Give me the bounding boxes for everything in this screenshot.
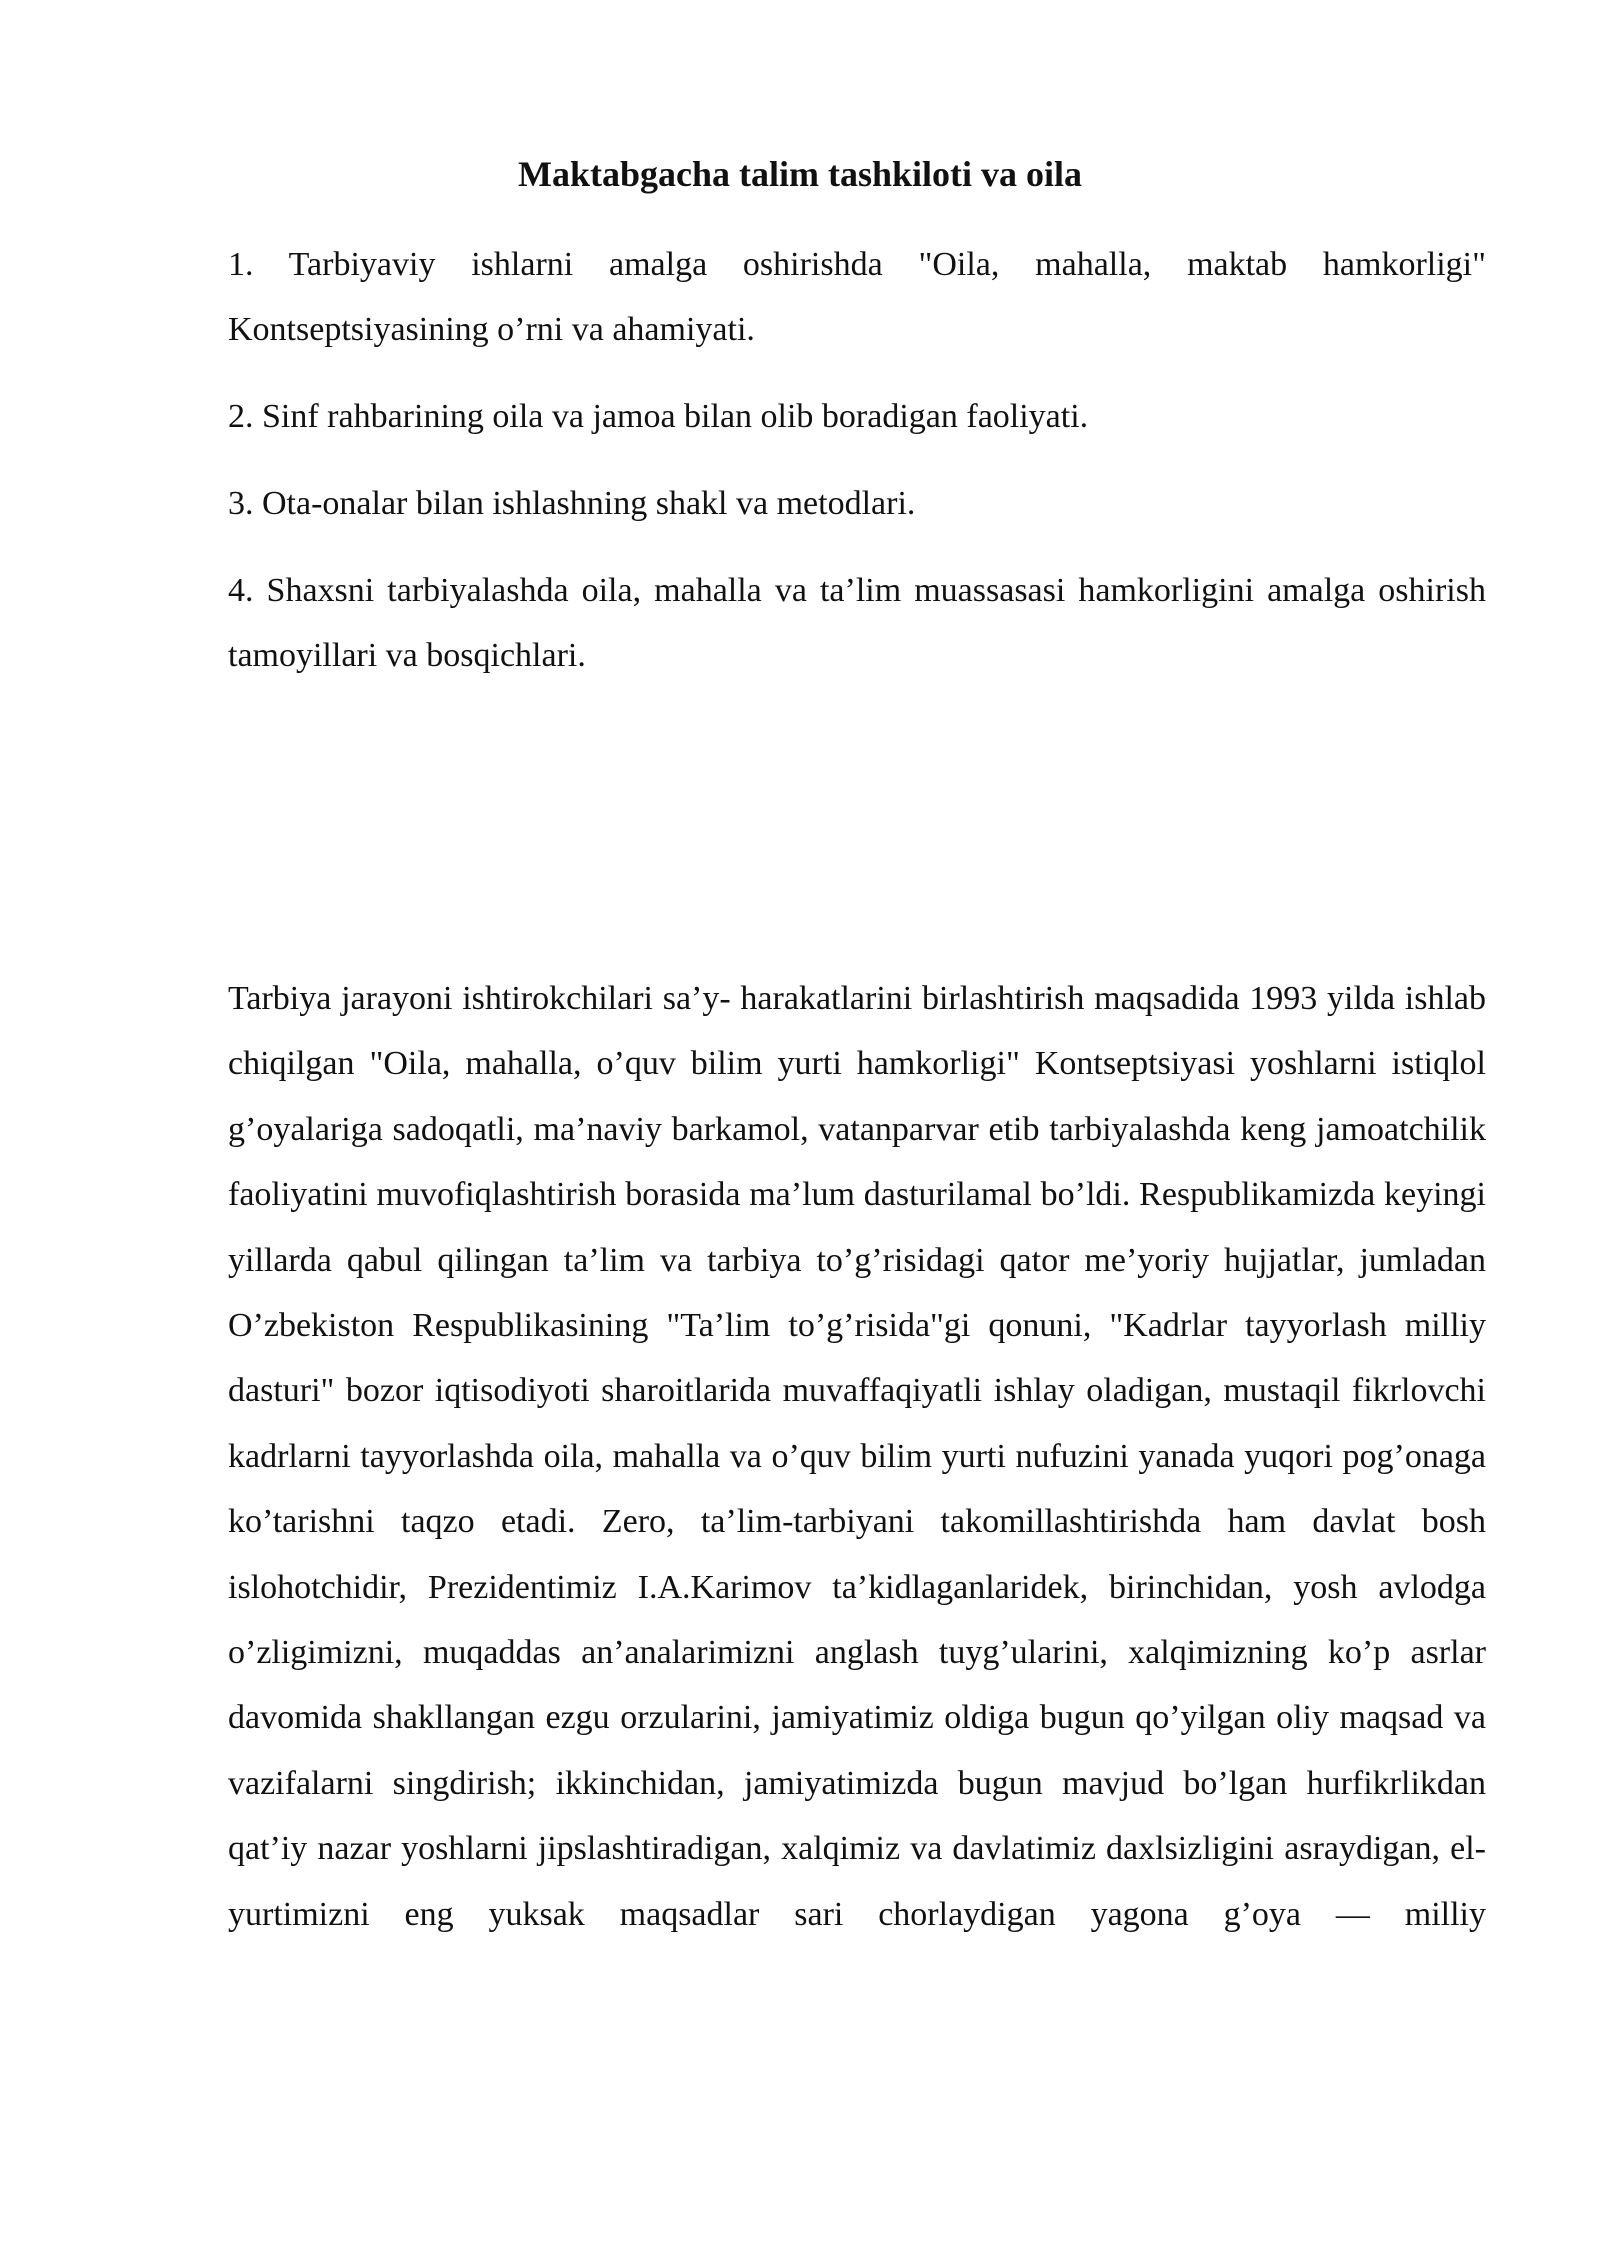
body-paragraph: Tarbiya jarayoni ishtirokchilari sa’y- harakatlarini birlashtirish maqsadida 1993 yilda ishlab chiqilgan "Oila, mahalla, o’quv bilim yurti hamkorligi" Kontseptsiyasi yoshlarni istiqlol g’oyalariga sadoqatli, ma’naviy barkamol, vatanparvar etib tarbiyalashda keng jamoatchilik faoliyatini muvofiqlashtirish borasida ma’lum dasturilamal bo’ldi. Respublikamizda keyingi yillarda qabul qilingan ta’lim va tarbiya to’g’risidagi qator me’yoriy hujjatlar, jumladan O’zbekiston Respublikasining "Ta’lim to’g’risida"gi qonuni, "Kadrlar tayyorlash milliy dasturi" bozor iqtisodiyoti sharoitlarida muvaffaqiyatli ishlay oladigan, mustaqil fikrlovchi kadrlarni tayyorlashda oila, mahalla va o’quv bilim yurti nufuzini yanada yuqori pog’onaga ko’tarishni taqzo etadi. Zero, ta’lim-tarbiyani takomillashtirishda ham davlat bosh islohotchidir, Prezidentimiz I.A.Karimov ta’kidlaganlaridek, birinchidan, yosh avlodga o’zligimizni, muqaddas an’analarimizni anglash tuyg’ularini, xalqimizning ko’p asrlar davomida shakllangan ezgu orzularini, jamiyatimiz oldiga bugun qo’yilgan oliy maqsad va vazifalarni singdirish; ikkinchidan, jamiyatimizda bugun mavjud bo’lgan hurfikrlikdan qat’iy nazar yoshlarni jipslashtiradigan, xalqimiz va davlatimiz daxlsizligini asraydigan, el-yurtimizni eng yuksak maqsadlar sari chorlaydigan yagona g’oya — milliy — [228, 980, 1486, 1933]
question-item-2: 2. Sinf rahbarining oila va jamoa bilan olib boradigan faoliyati. — [228, 398, 1089, 435]
question-item-3: 3. Ota-onalar bilan ishlashning shakl va metodlari. — [228, 485, 916, 522]
document-title: Maktabgacha talim tashkiloti va oila — [517, 154, 1083, 194]
question-item-4: 4. Shaxsni tarbiyalashda oila, mahalla va ta’lim muassasasi hamkorligini amalga oshirish tamoyillari va bosqichlari. — [228, 572, 1486, 674]
question-list — [228, 232, 1486, 688]
question-item-1: 1. Tarbiyaviy ishlarni amalga oshirishda "Oila, mahalla, maktab hamkorligi" Kontseptsiyasining o’rni va ahamiyati. — [228, 246, 1486, 348]
